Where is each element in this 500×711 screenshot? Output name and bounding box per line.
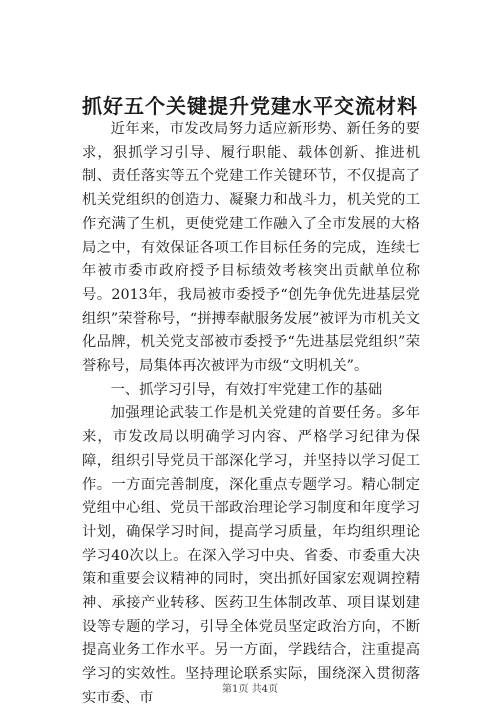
- section-heading: 一、抓学习引导，有效打牢党建工作的基础: [110, 381, 383, 398]
- page-footer: 第1页 共4页: [222, 684, 278, 695]
- intro-paragraph: 近年来，市发改局努力适应新形势、新任务的要求，狠抓学习引导、履行职能、载体创新、推进机制、责任落实等五个党建工作关键环节，不仅提高了机关党组织的创造力、凝聚力和战斗力，机关党的工作充满了生机，更使党建工作融入了全市发展的大格局之中，有效保证各项工作目标任务的完成，连续七年被市委市政府授予目标绩效考核突出贡献单位称号。2013年，我局被市委授予“创先争优先进基层党组织”荣誉称号，“拼搏奉献服务发展”被评为市机关文化品牌，机关党支部被市委授予“先进基层党组织”荣誉称号，局集体再次被评为市级“文明机关”。: [82, 121, 420, 375]
- section-paragraph: 加强理论武装工作是机关党建的首要任务。多年来，市发改局以明确学习内容、严格学习纪律为保障，组织引导党员干部深化学习，并坚持以学习促工作。一方面完善制度，深化重点专题学习。精心制定党组中心组、党员干部政治理论学习制度和年度学习计划，确保学习时间，提高学习质量，年均组织理论学习40次以上。在深入学习中央、省委、市委重大决策和重要会议精神的同时，突出抓好国家宏观调控精神、承接产业转移、医药卫生体制改革、项目谋划建设等专题的学习，引导全体党员坚定政治方向，不断提高业务工作水平。另一方面，学践结合，注重提高学习的实效性。坚持理论联系实际，围绕深入贯彻落实市委、市: [82, 405, 420, 706]
- document-title: 抓好五个关键提升党建水平交流材料: [82, 94, 418, 118]
- document-body: [82, 118, 420, 711]
